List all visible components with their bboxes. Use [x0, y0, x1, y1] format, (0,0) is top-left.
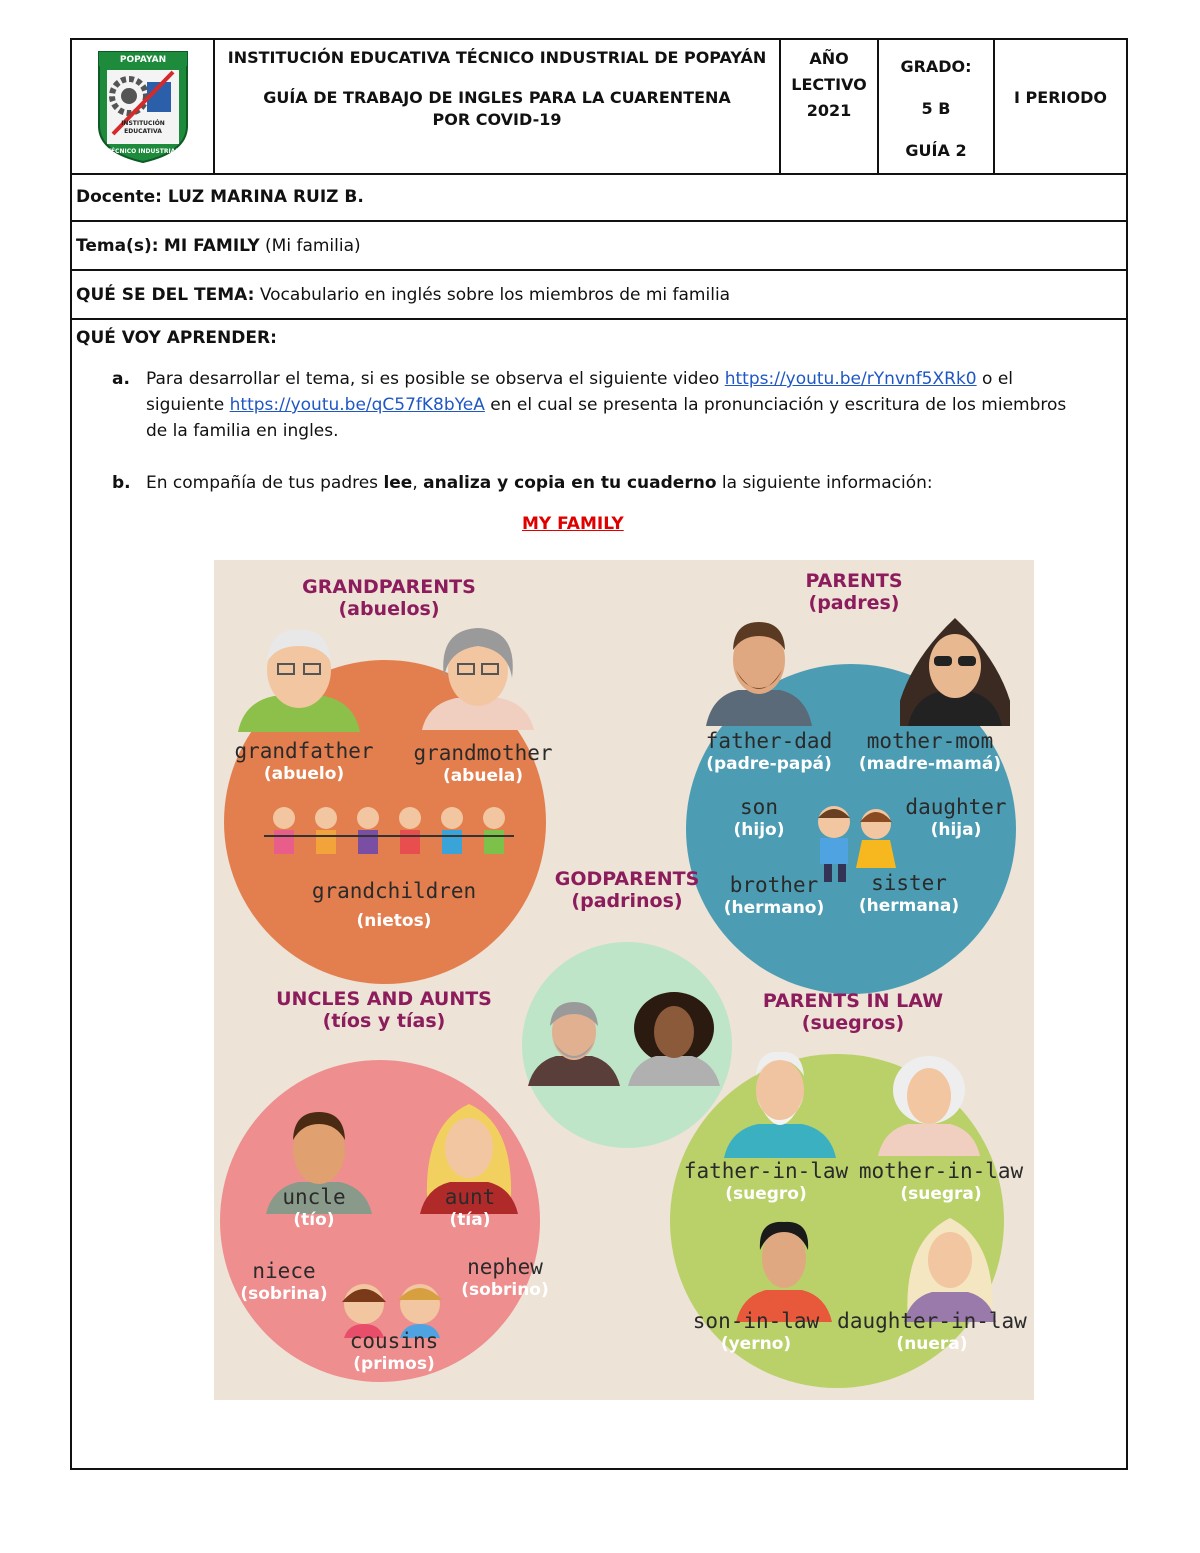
godmother-illustration — [626, 990, 722, 1086]
daughter-in-law-illustration — [900, 1212, 1000, 1322]
item-a-marker: a. — [112, 369, 130, 389]
word-fil-es: (suegro) — [725, 1184, 807, 1204]
word-son-in-law — [676, 1310, 836, 1356]
grandparents-title-es: (abuelos) — [338, 598, 440, 620]
father-in-law-illustration — [722, 1046, 838, 1158]
item-b-bold-1: lee — [383, 473, 413, 493]
section-title: MY FAMILY — [522, 514, 624, 534]
word-daughter-in-law — [830, 1310, 1034, 1356]
guide-title: GUÍA DE TRABAJO DE INGLES PARA LA CUARENTENA POR COVID-19 — [263, 88, 731, 129]
item-b-bold-2: analiza y copia en tu cuaderno — [423, 473, 717, 493]
word-grandmother-en: grandmother — [413, 741, 553, 765]
word-aunt — [420, 1186, 520, 1232]
word-sil-es: (yerno) — [720, 1334, 792, 1354]
item-b-text-2: la siguiente información: — [721, 473, 933, 493]
item-b-text-1: En compañía de tus padres — [146, 473, 379, 493]
worksheet-frame — [70, 38, 1128, 1470]
topic-label: Tema(s): — [76, 235, 159, 256]
teacher-row — [72, 173, 1126, 222]
year-value: 2021 — [806, 101, 852, 120]
word-grandfather — [224, 740, 384, 786]
word-mother-en: mother-mom — [866, 729, 994, 753]
school-logo — [93, 48, 193, 164]
father-illustration — [704, 610, 814, 726]
word-niece-es: (sobrina) — [240, 1284, 328, 1304]
item-a-text-1: Para desarrollar el tema, si es posible se observa el siguiente video — [146, 369, 720, 389]
word-grandchildren-es: (nietos) — [356, 911, 432, 931]
word-grandfather-es: (abuelo) — [263, 764, 345, 784]
year-label-2: LECTIVO — [791, 75, 867, 94]
word-sister-en: sister — [871, 871, 947, 895]
year-cell — [781, 40, 879, 173]
word-aunt-en: aunt — [444, 1185, 496, 1209]
item-b-marker: b. — [112, 473, 131, 493]
word-father-in-law — [676, 1160, 856, 1206]
period-cell — [995, 40, 1126, 173]
word-brother-es: (hermano) — [723, 898, 825, 918]
parents-title-es: (padres) — [808, 592, 900, 614]
word-dil-es: (nuera) — [896, 1334, 968, 1354]
word-niece-en: niece — [252, 1259, 316, 1283]
word-daughter — [898, 796, 1014, 842]
grandchildren-illustration — [264, 804, 524, 868]
word-son — [724, 796, 794, 842]
item-a-text — [146, 366, 1076, 444]
mother-in-law-illustration — [874, 1050, 984, 1156]
inlaws-title — [748, 990, 958, 1034]
word-grandmother-es: (abuela) — [442, 766, 524, 786]
word-cousins — [334, 1330, 454, 1376]
topic-note: (Mi familia) — [265, 235, 361, 256]
mother-illustration — [900, 610, 1010, 726]
word-grandchildren-en: grandchildren — [311, 879, 477, 903]
grade-value: 5 B — [921, 99, 951, 118]
word-father — [694, 730, 844, 776]
known-row — [72, 271, 1126, 320]
parents-title — [774, 570, 934, 614]
known-label: QUÉ SE DEL TEMA: — [76, 284, 255, 305]
svg-text:EDUCATIVA: EDUCATIVA — [123, 128, 162, 135]
word-mother — [848, 730, 1012, 776]
inlaws-title-es: (suegros) — [801, 1012, 905, 1034]
grade-cell — [879, 40, 995, 173]
item-b-text: En compañía de tus padres lee, analiza y copia en tu cuaderno la siguiente información: — [146, 473, 933, 493]
word-grandfather-en: grandfather — [234, 739, 374, 763]
son-in-law-illustration — [734, 1216, 834, 1322]
word-nephew-en: nephew — [467, 1255, 543, 1279]
word-uncle-es: (tío) — [293, 1210, 335, 1230]
word-grandmother — [398, 742, 568, 788]
video-link-1[interactable]: https://youtu.be/rYnvnf5XRk0 — [724, 369, 977, 389]
svg-text:INSTITUCIÓN: INSTITUCIÓN — [120, 120, 165, 127]
inlaws-title-en: PARENTS IN LAW — [762, 990, 944, 1012]
svg-text:TÉCNICO INDUSTRIAL: TÉCNICO INDUSTRIAL — [106, 148, 179, 155]
parents-title-en: PARENTS — [805, 570, 903, 592]
guide-number: GUÍA 2 — [905, 141, 967, 160]
word-son-en: son — [740, 795, 778, 819]
teacher-label: Docente: LUZ MARINA RUIZ B. — [76, 186, 364, 207]
word-brother — [714, 874, 834, 920]
word-brother-en: brother — [729, 873, 819, 897]
word-father-en: father-dad — [705, 729, 833, 753]
word-uncle-en: uncle — [282, 1185, 346, 1209]
word-father-es: (padre-papá) — [706, 754, 832, 774]
word-cousins-es: (primos) — [353, 1354, 435, 1374]
family-infographic — [214, 560, 1034, 1400]
word-mil-es: (suegra) — [900, 1184, 982, 1204]
grandparents-title — [284, 576, 494, 620]
godparents-title-es: (padrinos) — [571, 890, 683, 912]
word-niece — [234, 1260, 334, 1306]
word-sister-es: (hermana) — [858, 896, 960, 916]
godparents-title-en: GODPARENTS — [554, 868, 700, 890]
title-cell — [215, 40, 781, 173]
uncles-title-en: UNCLES AND AUNTS — [276, 988, 492, 1010]
grade-label: GRADO: — [900, 57, 972, 76]
institution-name: INSTITUCIÓN EDUCATIVA TÉCNICO INDUSTRIAL DE POPAYÁN — [227, 48, 767, 67]
word-mil-en: mother-in-law — [858, 1159, 1024, 1183]
video-link-2[interactable]: https://youtu.be/qC57fK8bYeA — [229, 395, 485, 415]
uncles-title-es: (tíos y tías) — [322, 1010, 446, 1032]
word-nephew-es: (sobrino) — [461, 1280, 549, 1300]
word-uncle — [264, 1186, 364, 1232]
item-a-text-3: en el cual se presenta la pronunciación y escritura de los miembros de la familia en ingles. — [146, 395, 1067, 441]
grandmother-illustration — [418, 620, 538, 730]
word-sister — [846, 872, 972, 918]
item-a-text-2: o el siguiente — [146, 369, 1014, 415]
word-nephew — [450, 1256, 560, 1302]
word-son-es: (hijo) — [733, 820, 785, 840]
word-mother-es: (madre-mamá) — [858, 754, 1002, 774]
word-daughter-es: (hija) — [930, 820, 982, 840]
svg-text:POPAYAN: POPAYAN — [119, 55, 166, 65]
known-value: Vocabulario en inglés sobre los miembros de mi familia — [259, 284, 731, 305]
logo-cell — [72, 40, 215, 173]
topic-value: MI FAMILY — [163, 235, 260, 256]
word-daughter-en: daughter — [905, 795, 1007, 819]
grandparents-title-en: GRANDPARENTS — [302, 576, 476, 598]
grandfather-illustration — [234, 622, 364, 732]
header-table — [72, 40, 1126, 175]
word-dil-en: daughter-in-law — [837, 1309, 1027, 1333]
word-aunt-es: (tía) — [449, 1210, 491, 1230]
word-fil-en: father-in-law — [683, 1159, 849, 1183]
godparents-title — [532, 868, 722, 912]
year-label-1: AÑO — [809, 49, 849, 68]
word-mother-in-law — [848, 1160, 1034, 1206]
topic-row — [72, 222, 1126, 271]
period-value: I PERIODO — [1014, 88, 1107, 107]
uncles-title — [264, 988, 504, 1032]
learn-heading: QUÉ VOY APRENDER: — [76, 328, 277, 348]
word-grandchildren — [294, 876, 494, 936]
word-cousins-en: cousins — [349, 1329, 439, 1353]
godfather-illustration — [526, 996, 622, 1086]
word-sil-en: son-in-law — [692, 1309, 820, 1333]
